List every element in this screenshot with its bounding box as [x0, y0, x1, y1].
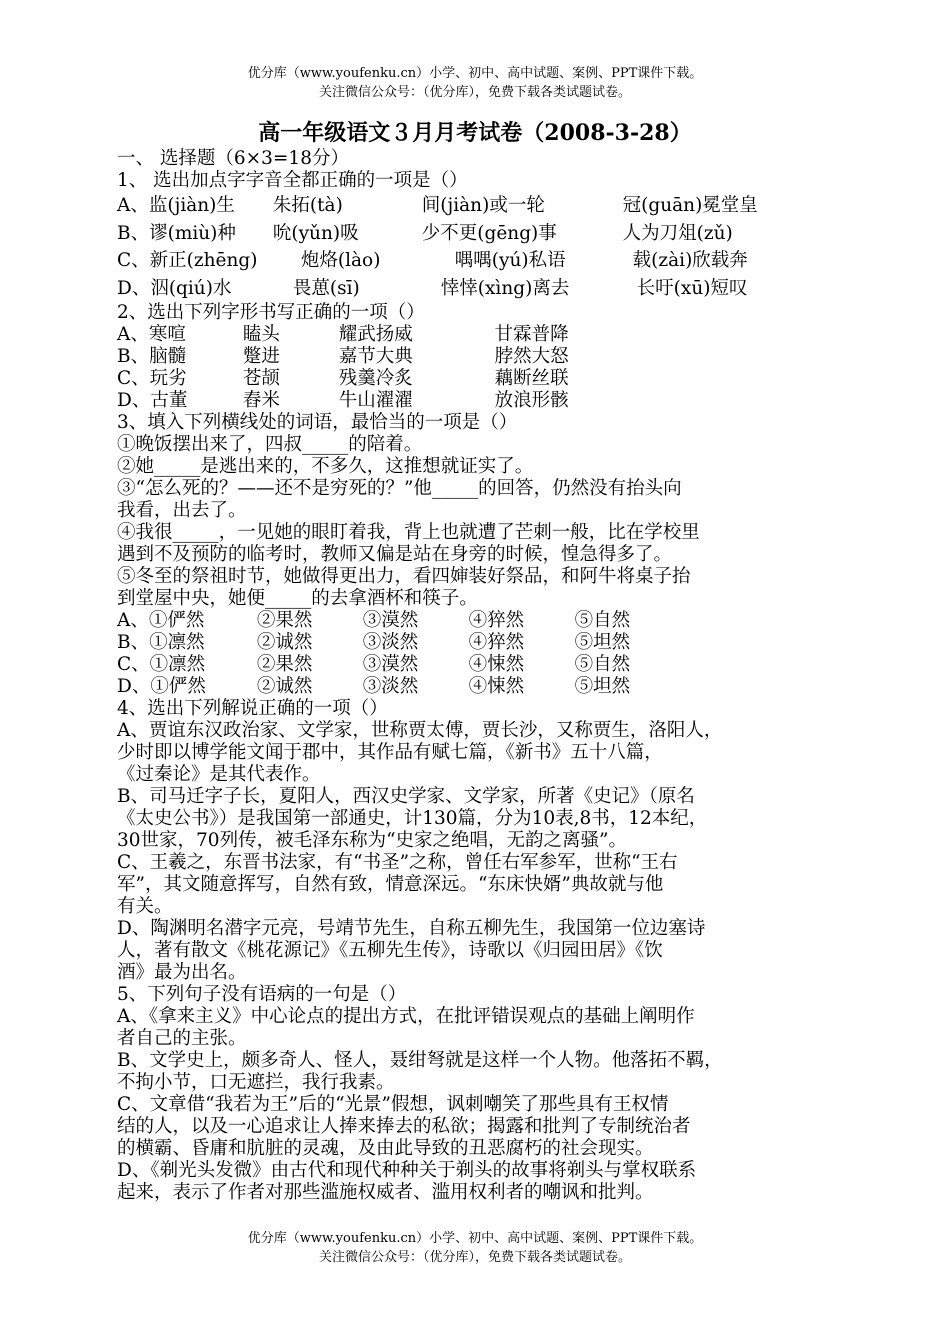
option-cell: 载(zài)欣载奔 [632, 250, 748, 271]
question-5-line: 的横霸、昏庸和肮脏的灵魂，及由此导致的丑恶腐朽的社会现实。 [117, 1138, 654, 1159]
header-banner [0, 64, 950, 102]
question-4-line: 《过秦论》是其代表作。 [117, 764, 321, 785]
section-heading: 一、 选择题（6×3=18分） [117, 148, 349, 169]
option-cell: 喁喁(yú)私语 [454, 250, 566, 271]
option-cell: ③漠然 [362, 610, 419, 631]
question-3-option-c [117, 654, 837, 676]
question-4-line: 30世家，70列传，被毛泽东称为“史家之绝唱，无韵之离骚”。 [117, 830, 627, 851]
option-cell: 苍颉 [242, 368, 280, 389]
option-cell: B、脑髓 [117, 346, 187, 367]
question-4-line: B、司马迁字子长，夏阳人，西汉史学家、文学家，所著《史记》（原名 [117, 786, 695, 807]
option-cell: D、①俨然 [117, 676, 206, 697]
option-cell: 悻悻(xìng)离去 [440, 277, 570, 299]
question-3-line: 我看，出去了。 [117, 500, 247, 521]
question-4-line: 少时即以博学能文闻于郡中，其作品有赋七篇，《新书》五十八篇， [117, 742, 663, 763]
option-cell: ⑤自然 [574, 610, 631, 631]
question-1-stem: 1、 选出加点字字音全都正确的一项是（） [117, 170, 468, 191]
question-4-line: A、贾谊东汉政治家、文学家，世称贾太傅，贾长沙，又称贾生，洛阳人， [117, 720, 723, 741]
header-line-2: 关注微信公众号：（优分库），免费下载各类试题试卷。 [318, 85, 631, 100]
option-cell: ②果然 [256, 654, 313, 675]
option-cell: 长吁(xū)短叹 [636, 277, 748, 299]
option-cell: 甘霖普降 [494, 324, 569, 345]
option-cell: 舂米 [242, 390, 280, 411]
option-cell: ②诚然 [256, 632, 313, 653]
question-5-line: C、文章借“我若为王”后的“光景”假想，讽刺嘲笑了那些具有王权情 [117, 1094, 669, 1115]
question-5-line: 起来，表示了作者对那些滥施权威者、滥用权利者的嘲讽和批判。 [117, 1182, 654, 1203]
option-cell: ⑤坦然 [574, 632, 631, 653]
question-4-line: 军”，其文随意挥写，自然有致，情意深远。“东床快婿”典故就与他 [117, 874, 664, 895]
option-cell: 畏葸(sī) [292, 277, 360, 299]
option-cell: 人为刀俎(zǔ) [622, 222, 733, 244]
question-3-option-d [117, 676, 837, 698]
question-3-line: ②她_____是逃出来的，不多久，这推想就证实了。 [117, 456, 534, 477]
option-cell: ④悚然 [468, 676, 525, 697]
question-3-line: 遇到不及预防的临考时，教师又偏是站在身旁的时候，惶急得多了。 [117, 544, 673, 565]
option-cell: ③淡然 [362, 632, 419, 653]
option-cell: D、泅(qiú)水 [117, 277, 232, 299]
question-5-stem: 5、下列句子没有语病的一句是（） [117, 984, 407, 1005]
option-cell: C、①凛然 [117, 654, 206, 675]
question-1-option-c [117, 247, 837, 275]
option-cell: ⑤坦然 [574, 676, 631, 697]
question-3-option-b [117, 632, 837, 654]
option-cell: A、①俨然 [117, 610, 205, 631]
option-cell: 蹩进 [242, 346, 280, 367]
question-4-line: 有关。 [117, 896, 173, 917]
option-cell: 嘉节大典 [338, 346, 413, 367]
option-cell: ③淡然 [362, 676, 419, 697]
header-line-1: 优分库（www.youfenku.cn）小学、初中、高中试题、案例、PPT课件下载。 [247, 66, 703, 81]
exam-body [117, 148, 837, 1204]
option-cell: 藕断丝联 [494, 368, 569, 389]
question-2-option-d [117, 390, 837, 412]
footer-line-2: 关注微信公众号：（优分库），免费下载各类试题试卷。 [318, 1250, 631, 1265]
option-cell: D、古董 [117, 390, 188, 411]
option-cell: 少不更(gēng)事 [421, 222, 557, 244]
option-cell: 冠(guān)冕堂皇 [622, 195, 758, 216]
option-cell: 间(jiàn)或一轮 [421, 195, 545, 216]
option-cell: 耀武扬威 [338, 324, 413, 345]
option-cell: ③漠然 [362, 654, 419, 675]
option-cell: 残羹冷炙 [338, 368, 413, 389]
option-cell: 瞌头 [242, 324, 280, 345]
option-cell: 吮(yǔn)吸 [272, 222, 359, 244]
question-2-stem: 2、选出下列字形书写正确的一项（） [117, 302, 425, 323]
question-5-line: A、《拿来主义》中心论点的提出方式，在批评错误观点的基础上阐明作 [117, 1006, 695, 1027]
question-3-line: ④我很_____，一见她的眼盯着我，背上也就遭了芒刺一般，比在学校里 [117, 522, 700, 543]
question-1-option-d [117, 275, 837, 303]
question-3-line: ③“怎么死的？——还不是穷死的？”他_____的回答，仍然没有抬头向 [117, 478, 682, 499]
question-2-option-c [117, 368, 837, 390]
question-3-line: ⑤冬至的祭祖时节，她做得更出力，看四婶装好祭品，和阿牛将桌子抬 [117, 566, 691, 587]
option-cell: ④猝然 [468, 632, 525, 653]
question-1-option-a [117, 192, 837, 220]
option-cell: ④悚然 [468, 654, 525, 675]
question-3-line: 到堂屋中央，她便_____的去拿酒杯和筷子。 [117, 588, 478, 609]
question-3-line: ①晚饭摆出来了，四叔_____的陪着。 [117, 434, 423, 455]
option-cell: 放浪形骸 [494, 390, 569, 411]
option-cell: C、新正(zhēng) [117, 250, 258, 271]
option-cell: A、寒喧 [117, 324, 186, 345]
option-cell: ④猝然 [468, 610, 525, 631]
question-4-line: 《太史公书》）是我国第一部通史，计130篇，分为10表,8书，12本纪， [117, 808, 708, 829]
option-cell: 炮烙(lào) [300, 250, 381, 271]
question-3-stem: 3、填入下列横线处的词语，最恰当的一项是（） [117, 412, 518, 433]
question-3-option-a [117, 610, 837, 632]
question-5-line: 者自己的主张。 [117, 1028, 247, 1049]
option-cell: C、玩劣 [117, 368, 187, 389]
question-4-line: 酒》最为出名。 [117, 962, 247, 983]
question-1-option-b [117, 220, 837, 248]
question-4-line: C、王羲之，东晋书法家，有“书圣”之称，曾任右军参军，世称“王右 [117, 852, 678, 873]
footer-line-1: 优分库（www.youfenku.cn）小学、初中、高中试题、案例、PPT课件下载。 [247, 1231, 703, 1246]
option-cell: ⑤自然 [574, 654, 631, 675]
page-title: 高一年级语文３月月考试卷（2008-3-28） [258, 120, 692, 146]
question-2-option-a [117, 324, 837, 346]
question-4-line: D、陶渊明名潜字元亮，号靖节先生，自称五柳先生，我国第一位边塞诗 [117, 918, 706, 939]
question-5-line: B、文学史上，颇多奇人、怪人，聂绀弩就是这样一个人物。他落拓不羁， [117, 1050, 723, 1071]
question-4-line: 人，著有散文《桃花源记》《五柳先生传》，诗歌以《归园田居》《饮 [117, 940, 663, 961]
question-5-line: 结的人，以及一心追求让人捧来捧去的私欲；揭露和批判了专制统治者 [117, 1116, 691, 1137]
question-2-option-b [117, 346, 837, 368]
option-cell: 牛山濯濯 [338, 390, 413, 411]
option-cell: ②诚然 [256, 676, 313, 697]
footer-banner [0, 1229, 950, 1267]
option-cell: ②果然 [256, 610, 313, 631]
option-cell: A、监(jiàn)生 [117, 195, 235, 216]
question-5-line: 不拘小节，口无遮拦，我行我素。 [117, 1072, 395, 1093]
option-cell: B、①凛然 [117, 632, 205, 653]
question-4-stem: 4、选出下列解说正确的一项（） [117, 698, 388, 719]
option-cell: 朱拓(tà) [272, 195, 343, 216]
option-cell: 脖然大怒 [494, 346, 569, 367]
question-5-line: D、《剃光头发微》由古代和现代种种关于剃头的故事将剃头与掌权联系 [117, 1160, 697, 1181]
option-cell: B、谬(miù)种 [117, 222, 236, 244]
